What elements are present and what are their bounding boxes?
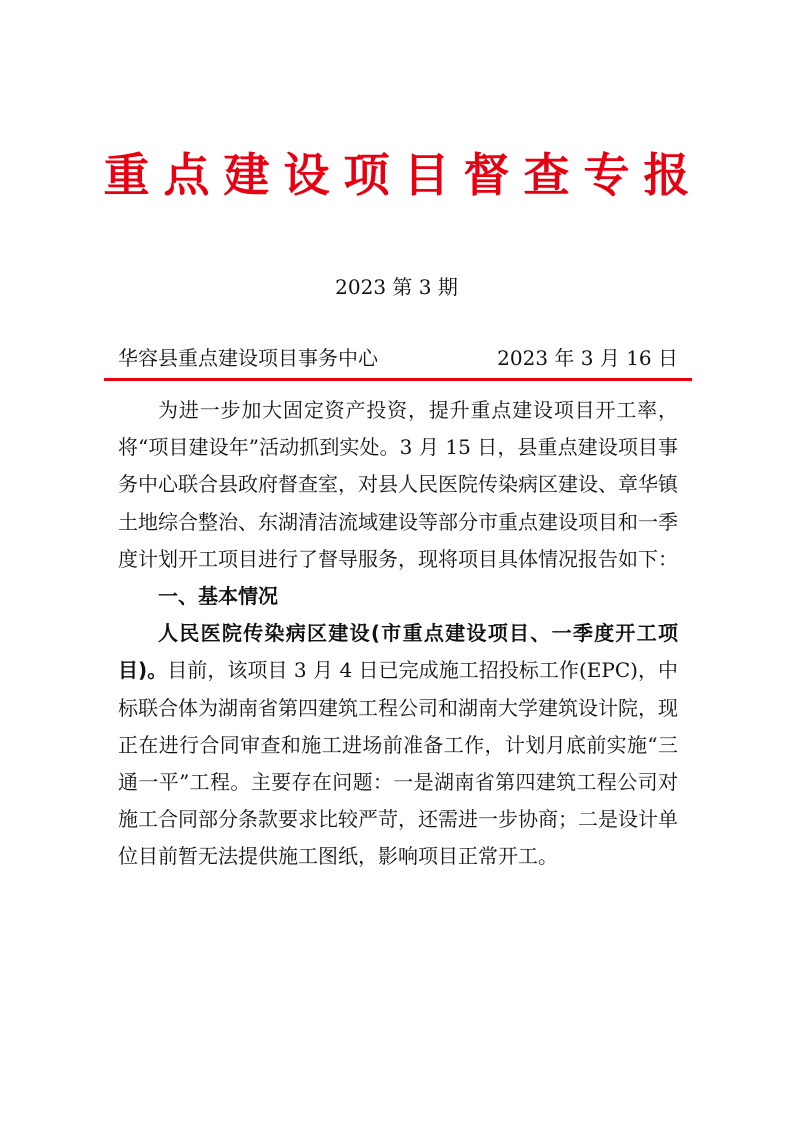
section-heading: 一、基本情况 [158,584,278,609]
issuer-date-row [118,343,678,373]
project-body: 目前，该项目 3 月 4 日已完成施工招投标工作(EPC)，中标联合体为湖南省第四建筑工程公司和湖南大学建筑设计院，现正在进行合同审查和施工进场前准备工作，计划月底前实施“三通一平”工程。主要存在问题：一是湖南省第四建筑工程公司对施工合同部分条款要求比较严苛，还需进一步协商；二是设计单位目前暂无法提供施工图纸，影响项目正常开工。 [118,658,679,869]
document-body [118,392,678,876]
project-paragraph [118,615,678,875]
masthead-title: 重点建设项目督查专报 [103,148,704,202]
issuer-name: 华容县重点建设项目事务中心 [118,346,378,370]
red-divider-rule [104,378,692,381]
issue-date: 2023 年 3 月 16 日 [497,346,678,370]
project-lead: 人民医院传染病区建设(市重点建设项目、一季度开工项目)。 [118,621,678,683]
intro-paragraph: 为进一步加大固定资产投资，提升重点建设项目开工率，将“项目建设年”活动抓到实处。3 月 15 日，县重点建设项目事务中心联合县政府督查室，对县人民医院传染病区建设、章华镇土地综合整治、东湖清洁流域建设等部分市重点建设项目和一季度计划开工项目进行了督导服务，现将项目具体情况报告如下： [118,398,678,571]
issue-number: 2023 第 3 期 [335,275,458,299]
